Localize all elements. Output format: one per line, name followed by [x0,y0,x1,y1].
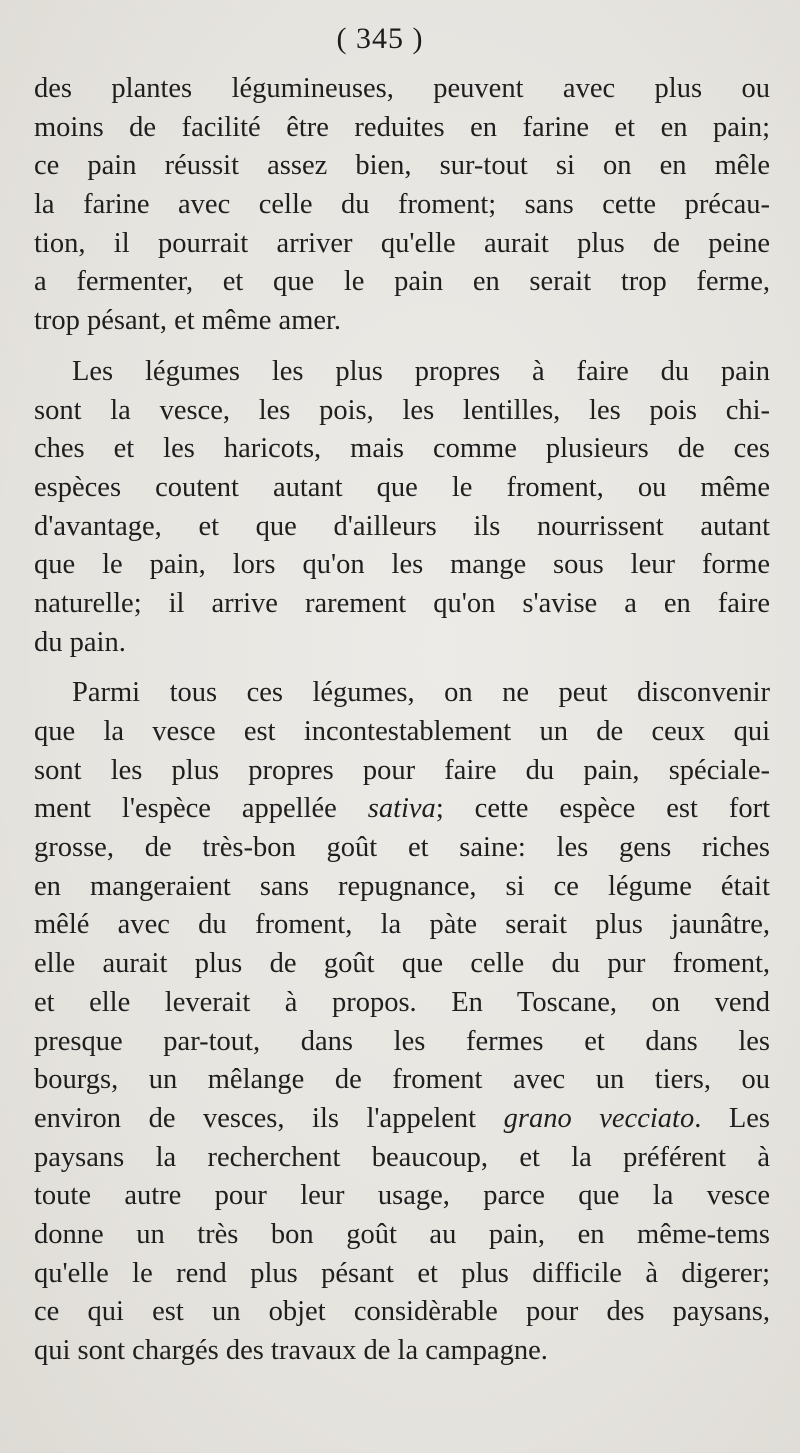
paragraph-gap [34,662,770,674]
text-line: et elle leverait à propos. En Toscane, on vend [34,986,770,1018]
text-line: sont la vesce, les pois, les lentilles, les pois chi- [34,394,770,426]
text-line: presque par-tout, dans les fermes et dans les [34,1025,770,1057]
text-line: la farine avec celle du froment; sans cette précau- [34,189,770,221]
text-line: qui sont chargés des travaux de la campagne. [34,1335,548,1366]
text-line: ches et les haricots, mais comme plusieurs de ces [34,433,770,465]
text-line: du pain. [34,626,126,658]
text-line: paysans la recherchent beaucoup, et la préférent à [34,1141,770,1173]
text-line: que le pain, lors qu'on les mange sous leur forme [34,549,770,581]
italic-term: sativa [367,793,436,825]
text-line: trop pésant, et même amer. [34,305,342,337]
text-line: bourgs, un mêlange de froment avec un tiers, ou [34,1064,770,1096]
text-line: mêlé avec du froment, la pàte serait plus jaunâtre, [34,909,770,941]
text-line: ce qui est un objet considèrable pour des paysans, [34,1296,770,1328]
text-line: moins de facilité être reduites en farine et en pain; [34,111,770,143]
text-line: que la vesce est incontestablement un de ceux qui [34,716,770,747]
text-line: Parmi tous ces légumes, on ne peut disconvenir [72,677,770,709]
text-line: des plantes légumineuses, peuvent avec plus ou [34,73,770,104]
text-line: tion, il pourrait arriver qu'elle aurait plus de peine [34,227,770,259]
page-number: ( 345 ) [336,22,424,55]
text-line: elle aurait plus de goût que celle du pur froment, [34,948,770,980]
paragraph [34,674,770,1370]
body-text [34,70,770,1371]
text-line: d'avantage, et que d'ailleurs ils nourrissent autant [34,510,770,542]
text-line: environ de vesces, ils l'appelent grano vecciato. Les [34,1102,770,1134]
text-line: toute autre pour leur usage, parce que la vesce [34,1180,770,1212]
text-line: en mangeraient sans repugnance, si ce légume était [34,870,770,902]
text-line: qu'elle le rend plus pésant et plus difficile à digerer; [34,1257,770,1289]
text-line: espèces coutent autant que le froment, ou même [34,471,770,503]
italic-term: grano vecciato [503,1102,695,1134]
text-line: naturelle; il arrive rarement qu'on s'avise a en faire [34,587,770,619]
text-line: donne un très bon goût au pain, en même-tems [34,1218,770,1250]
text-line: grosse, de très-bon goût et saine: les gens riches [34,832,770,864]
text-line: a fermenter, et que le pain en serait trop ferme, [34,266,770,298]
text-line: ment l'espèce appellée sativa; cette espèce est fort [34,793,770,825]
paragraph [34,70,770,341]
text-line: Les légumes les plus propres à faire du pain [72,355,770,387]
paragraph [34,353,770,663]
paragraph-gap [34,341,770,353]
text-line: sont les plus propres pour faire du pain, spéciale- [34,754,770,786]
text-line: ce pain réussit assez bien, sur-tout si on en mêle [34,150,770,182]
